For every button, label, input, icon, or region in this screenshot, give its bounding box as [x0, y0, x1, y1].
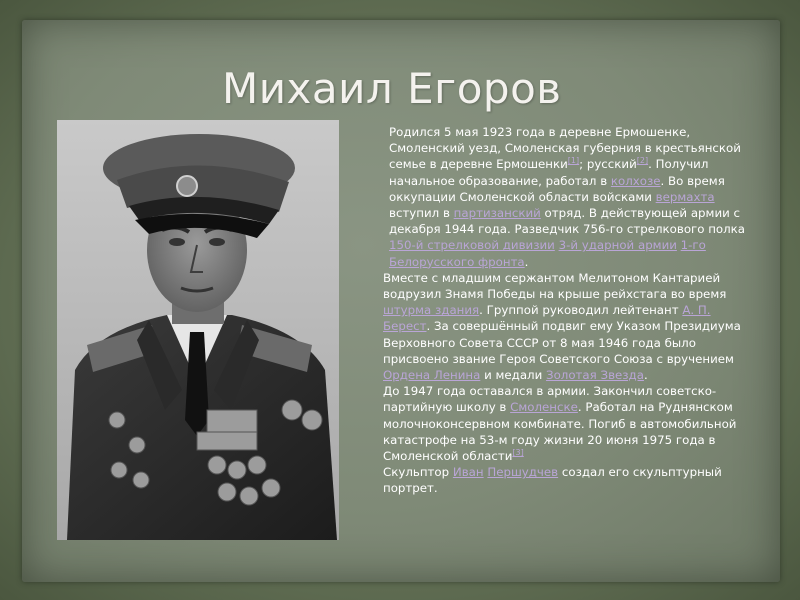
bio-text: создал его скульптурный портрет. [383, 465, 722, 496]
footnote-link-1[interactable]: [1] [567, 156, 580, 166]
link-front[interactable]: 1-го Белорусского фронта [389, 238, 706, 269]
bio-text: Вместе с младшим сержантом Мелитоном Кантарией водрузил Знамя Победы на крыше рейхстага во время [383, 270, 727, 302]
bio-paragraph-4 [383, 464, 749, 496]
bio-text: . [524, 254, 529, 269]
portrait-illustration [57, 120, 339, 540]
bio-text: . Во время оккупации Смоленской области войсками [389, 173, 725, 204]
bio-paragraph-3 [383, 383, 749, 464]
footnote-link-3[interactable]: [3] [512, 448, 524, 458]
bio-paragraph-1 [383, 124, 749, 270]
bio-text: отряд. В действующей армии с декабря 1944 года. Разведчик 756-го стрелкового полка [389, 206, 746, 237]
bio-text: вступил в [389, 206, 454, 221]
bio-text: . Группой руководил лейтенант [479, 303, 683, 318]
link-order-lenin[interactable]: Ордена Ленина [383, 368, 481, 383]
bio-text: Родился 5 мая 1923 года в деревне Ермошенке, Смоленский уезд, Смоленская губерния в крестьянской семье в деревне Ермошенки [389, 125, 741, 172]
link-smolensk[interactable]: Смоленске [510, 400, 578, 415]
link-division[interactable]: 150-й стрелковой дивизии [389, 238, 555, 253]
slide-title: Михаил Егоров [222, 64, 562, 113]
link-kolkhoz[interactable]: колхозе [610, 173, 661, 188]
bio-paragraph-2 [383, 270, 749, 383]
footnote-link-2[interactable]: [2] [636, 156, 649, 166]
bio-text: До 1947 года оставался в армии. Закончил советско-партийную школу в [383, 384, 717, 415]
link-storm[interactable]: штурма здания [383, 303, 480, 318]
bio-text: . [643, 368, 648, 383]
biography-text [383, 124, 749, 497]
bio-text: ; русский [579, 157, 637, 172]
bio-text: и медали [480, 368, 547, 383]
link-wehrmacht[interactable]: вермахта [655, 189, 715, 204]
link-gold-star[interactable]: Золотая Звезда [546, 368, 644, 383]
bio-text: Скульптор [383, 465, 453, 480]
link-partisan[interactable]: партизанский [453, 206, 541, 221]
bio-text: . За совершённый подвиг ему Указом Президиума Верховного Совета СССР от 8 мая 1946 года было присвоено звание Героя Советского Союза с вручением [383, 319, 741, 366]
bio-text: . Получил начальное образование, работал в [389, 157, 709, 188]
link-ivan[interactable]: Иван [452, 465, 484, 480]
portrait-photo [57, 120, 339, 540]
link-berest[interactable]: А. П. Берест [383, 303, 711, 334]
bio-text: . Работал на Руднянском молочноконсервном комбинате. Погиб в автомобильной катастрофе на 53-м году жизни 20 июня 1975 года в Смоленской области [383, 400, 737, 464]
link-army[interactable]: 3-й ударной армии [558, 238, 677, 253]
link-pershudchev[interactable]: Першудчев [487, 465, 559, 480]
